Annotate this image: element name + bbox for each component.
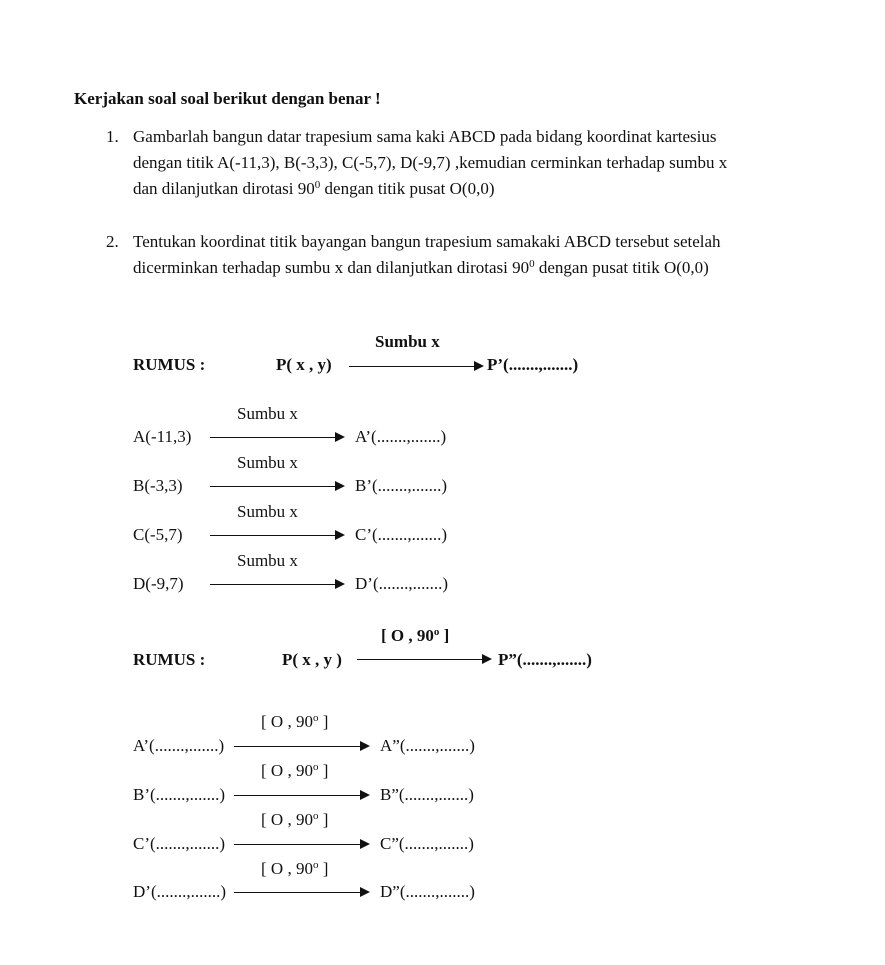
point-image-blank: C’(.......,.......) (355, 525, 448, 544)
transform-arrow (234, 795, 368, 796)
arrow-label: Sumbu x (237, 404, 298, 423)
point-image-blank: A”(.......,.......) (380, 736, 475, 755)
point-original: A(-11,3) (133, 427, 192, 446)
point-original: D(-9,7) (133, 574, 184, 593)
transform-arrow (210, 584, 343, 585)
transform-arrow (210, 535, 343, 536)
degree-superscript: 0 (529, 258, 535, 270)
rumus-label: RUMUS : (133, 650, 206, 669)
degree-superscript: o (312, 712, 319, 724)
point-image-blank: C”(.......,.......) (380, 834, 474, 853)
question-number: 1. (106, 127, 119, 146)
question-line: dicerminkan terhadap sumbu x dan dilanjutkan dirotasi $90^0$ dengan pusat titik O(0,0) (133, 258, 709, 277)
point-image-blank: D’(.......,.......) (355, 574, 449, 593)
point-original-blank: A’(.......,.......) (133, 736, 225, 755)
transform-arrow (234, 844, 368, 845)
point-image-blank: B”(.......,.......) (380, 785, 474, 804)
question-line: Tentukan koordinat titik bayangan bangun trapesium samakaki ABCD tersebut setelah (133, 232, 721, 251)
worksheet-heading: Kerjakan soal soal berikut dengan benar ! (74, 89, 381, 108)
transform-arrow (210, 486, 343, 487)
transform-arrow (357, 659, 490, 660)
transform-arrow (234, 892, 368, 893)
degree-superscript: o (433, 626, 440, 638)
question-line: dengan titik A(-11,3), B(-3,3), C(-5,7), D(-9,7) ,kemudian cerminkan terhadap sumbu x (133, 153, 728, 172)
arrow-label: [ O , 90$^o$ ] (381, 626, 450, 645)
rumus-label: RUMUS : (133, 355, 206, 374)
formula-source: P( x , y ) (282, 650, 342, 669)
arrow-label: [ O , 90$^o$ ] (261, 810, 329, 829)
degree-superscript: o (312, 859, 319, 871)
transform-arrow (349, 366, 482, 367)
formula-image: P’(.......,.......) (487, 355, 579, 374)
degree-superscript: 0 (314, 179, 321, 191)
question-text (133, 124, 845, 202)
point-original: B(-3,3) (133, 476, 183, 495)
arrow-label: Sumbu x (237, 453, 298, 472)
formula-source: P( x , y) (276, 355, 332, 374)
point-original: C(-5,7) (133, 525, 183, 544)
transform-arrow (234, 746, 368, 747)
point-original-blank: B’(.......,.......) (133, 785, 226, 804)
question-number: 2. (106, 232, 119, 251)
arrow-label: Sumbu x (237, 551, 298, 570)
formula-image: P”(.......,.......) (498, 650, 592, 669)
question-line: Gambarlah bangun datar trapesium sama kaki ABCD pada bidang koordinat kartesius (133, 127, 717, 146)
arrow-label: [ O , 90$^o$ ] (261, 761, 329, 780)
point-original-blank: D’(.......,.......) (133, 882, 227, 901)
question-text (133, 229, 845, 281)
degree-superscript: o (312, 810, 319, 822)
question-line: dan dilanjutkan dirotasi $90^0$ dengan titik pusat O(0,0) (133, 179, 495, 198)
arrow-label: Sumbu x (237, 502, 298, 521)
arrow-label: Sumbu x (375, 332, 440, 351)
point-image-blank: D”(.......,.......) (380, 882, 475, 901)
arrow-label: [ O , 90$^o$ ] (261, 859, 329, 878)
point-original-blank: C’(.......,.......) (133, 834, 226, 853)
transform-arrow (210, 437, 343, 438)
degree-superscript: o (312, 761, 319, 773)
arrow-label: [ O , 90$^o$ ] (261, 712, 329, 731)
point-image-blank: A’(.......,.......) (355, 427, 447, 446)
point-image-blank: B’(.......,.......) (355, 476, 448, 495)
